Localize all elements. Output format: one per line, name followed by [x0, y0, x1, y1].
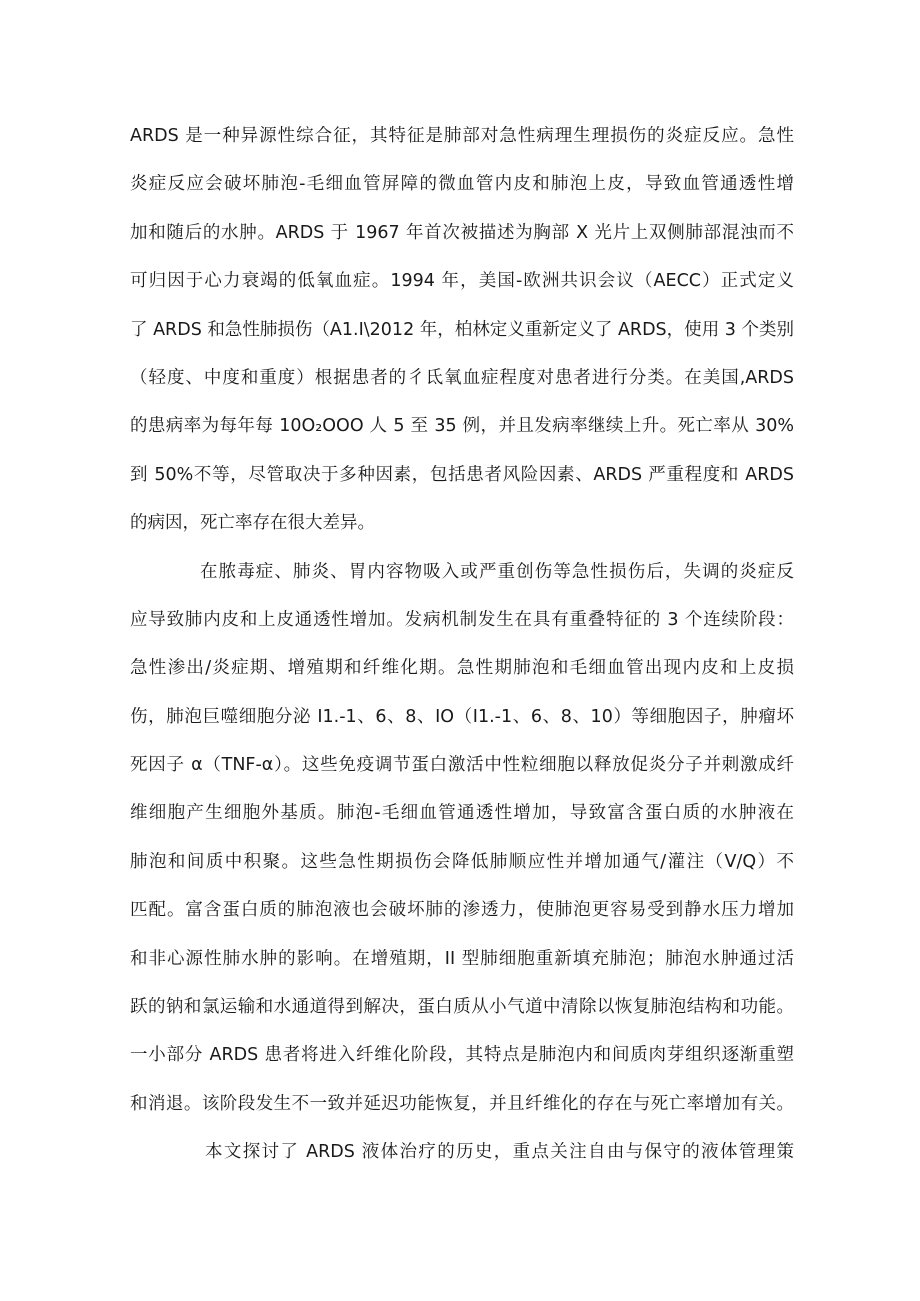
paragraph-pathogenesis — [130, 548, 794, 1129]
text-line: 应导致肺内皮和上皮通透性增加。发病机制发生在具有重叠特征的 3 个连续阶段： — [130, 609, 794, 630]
text-line: 匹配。富含蛋白质的肺泡液也会破坏肺的渗透力，使肺泡更容易受到静水压力增加 — [130, 900, 794, 921]
text-line: 死因子 α（TNF-α）。这些免疫调节蛋白激活中性粒细胞以释放促炎分子并刺激成纤 — [130, 755, 794, 776]
text-line: 急性渗出/炎症期、增殖期和纤维化期。急性期肺泡和毛细血管出现内皮和上皮损 — [130, 658, 794, 679]
text-line: 炎症反应会破坏肺泡-毛细血管屏障的微血管内皮和肺泡上皮，导致血管通透性增 — [130, 174, 794, 195]
text-line: （轻度、中度和重度）根据患者的彳氐氧血症程度对患者进行分类。在美国,ARDS — [130, 367, 794, 388]
text-line: 伤，肺泡巨噬细胞分泌 I1.-1、6、8、IO（I1.-1、6、8、10）等细胞因子，肿瘤坏 — [130, 706, 794, 727]
text-line: 可归因于心力衰竭的低氧血症。1994 年，美国-欧洲共识会议（AECC）正式定义 — [130, 271, 794, 292]
text-line: 加和随后的水肿。ARDS 于 1967 年首次被描述为胸部 X 光片上双侧肺部混浊而不 — [130, 222, 794, 243]
text-line: 和消退。该阶段发生不一致并延迟功能恢复，并且纤维化的存在与死亡率增加有关。 — [130, 1093, 794, 1114]
paragraph-fluid-therapy-intro — [130, 1128, 794, 1176]
text-line: 到 50%不等，尽管取决于多种因素，包括患者风险因素、ARDS 严重程度和 ARDS — [130, 464, 794, 485]
paragraph-ards-definition — [130, 112, 794, 548]
text-line: 的患病率为每年每 10O₂OOO 人 5 至 35 例，并且发病率继续上升。死亡率从 30% — [130, 416, 794, 437]
text-line: 肺泡和间质中积聚。这些急性期损伤会降低肺顺应性并增加通气/灌注（V/Q）不 — [130, 851, 794, 872]
text-line: 跃的钠和氯运输和水通道得到解决，蛋白质从小气道中清除以恢复肺泡结构和功能。 — [130, 997, 794, 1018]
text-line: 了 ARDS 和急性肺损伤（A1.I\2012 年，柏林定义重新定义了 ARDS，使用 3 个类别 — [130, 319, 794, 340]
text-line: 的病因，死亡率存在很大差异。 — [130, 513, 375, 534]
document-body — [130, 112, 794, 1177]
text-line: 在脓毒症、肺炎、胃内容物吸入或严重创伤等急性损伤后，失调的炎症反 — [200, 561, 794, 582]
text-line: 本文探讨了 ARDS 液体治疗的历史，重点关注自由与保守的液体管理策 — [205, 1142, 794, 1163]
text-line: ARDS 是一种异源性综合征，其特征是肺部对急性病理生理损伤的炎症反应。急性 — [130, 126, 794, 146]
text-line: 维细胞产生细胞外基质。肺泡-毛细血管通透性增加，导致富含蛋白质的水肿液在 — [130, 803, 794, 824]
text-line: 和非心源性肺水肿的影响。在增殖期，II 型肺细胞重新填充肺泡；肺泡水肿通过活 — [130, 948, 794, 969]
text-line: 一小部分 ARDS 患者将进入纤维化阶段，其特点是肺泡内和间质肉芽组织逐渐重塑 — [130, 1045, 794, 1066]
